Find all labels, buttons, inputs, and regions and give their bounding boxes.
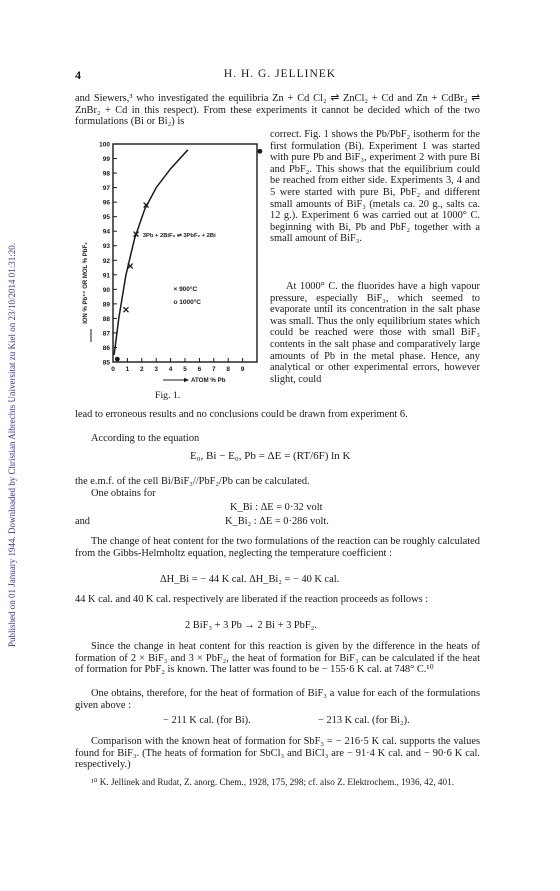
right-column-paragraph-1: correct. Fig. 1 shows the Pb/PbF₂ isotherm for the first formulation (Bi). Experiment 1 was started with pure Pb and BiF₃, experiment 2 with pure Bi and PbF₂. This shows that the equilibrium could be reached from either side. Experiments 3, 4 and 5 were started with pure Bi, PbF₂ and different small amounts of BiF₃ (metals ca. 20 g., salts ca. 12 g.). Experiment 6 was carried out at 1000° C. beginning with Bi, Pb and PbF₂ together with a small amount of BiF₃.: [270, 129, 480, 245]
x-tick-label: 8: [226, 366, 231, 373]
reaction-equation: 2 BiF₃ + 3 Pb → 2 Bi + 3 PbF₂.: [185, 620, 317, 631]
figure-1-chart: [75, 138, 267, 400]
y-tick-label: 97: [102, 185, 110, 193]
since-paragraph: Since the change in heat content for this reaction is given by the difference in the heats of formation of 2 × BiF₃ and 3 × PbF₂, the heat of formation for BiF₃ can be calculated if the heat of formation for PbF₂ is known. The latter was found to be − 155·6 K cal. at 748° C.¹⁰: [75, 641, 480, 676]
emf-text: the e.m.f. of the cell Bi/BiF₃//PbF₂/Pb can be calculated.: [75, 476, 310, 487]
isotherm-curve: [114, 150, 188, 355]
data-point-1000c: [115, 357, 120, 362]
delta-h-values: ΔH_Bi = − 44 K cal. ΔH_Bi₂ = − 40 K cal.: [160, 574, 340, 585]
comparison-paragraph: Comparison with the known heat of formation for SbF₃ = − 216·5 K cal. supports the values found for BiF₃. (The heats of formation for SbCl₃ and BiCl₃ are − 91·4 K cal. and − 90·6 K cal. respectively.): [75, 736, 480, 771]
legend-1000c: o 1000°C: [173, 298, 202, 306]
x-tick-label: 2: [139, 366, 144, 373]
k-bi-value: K_Bi : ΔE = 0·32 volt: [230, 502, 323, 513]
download-watermark: [0, 0, 24, 891]
obtains-text: One obtains for: [91, 488, 156, 499]
k-bi2-value: K_Bi₂ : ΔE = 0·286 volt.: [225, 516, 329, 527]
data-point-1000c: [257, 149, 262, 154]
plot-frame: [113, 144, 257, 362]
y-tick-label: 98: [102, 170, 110, 178]
footnote: ¹⁰ K. Jellinek and Rudat, Z. anorg. Chem., 1928, 175, 298; cf. also Z. Elektrochem., 1936, 42, 401.: [91, 777, 454, 787]
y-tick-label: 85: [102, 359, 110, 367]
running-head: H. H. G. JELLINEK: [223, 68, 337, 80]
heat-value-bi: − 211 K cal. (for Bi).: [163, 715, 251, 726]
eq1-text: E₀, Bi − E₀, Pb = ΔE = (RT/6F) ln K: [190, 450, 351, 462]
x-axis-label: ATOM % Pb: [191, 377, 226, 384]
x-tick-label: 7: [211, 366, 216, 373]
legend-900c: × 900°C: [173, 285, 198, 293]
plot-area: [82, 142, 262, 385]
x-tick-label: 3: [154, 366, 159, 373]
y-tick-label: 89: [102, 301, 110, 309]
intro-paragraph: and Siewers,³ who investigated the equilibria Zn + Cd Cl₂ ⇌ ZnCl₂ + Cd and Zn + CdBr₂ ⇌ ZnBr₂ + Cd in this respect). From these experiments it cannot be decided which of the two formulations (Bi or Bi₂) is: [75, 93, 480, 128]
according-text: According to the equation: [91, 433, 200, 444]
heat-paragraph: The change of heat content for the two formulations of the reaction can be roughly calculated from the Gibbs-Helmholtz equation, neglecting the temperature coefficient :: [75, 536, 480, 559]
data-point-900c: [123, 307, 128, 312]
y-tick-label: 94: [102, 228, 110, 236]
y-tick-label: 93: [102, 243, 110, 251]
watermark-text: Published on 01 January 1944. Downloaded by Christian Albrechts Universitat zu Kiel on 23/10/2014 01:31:20.: [7, 243, 17, 647]
y-tick-label: 90: [102, 286, 110, 294]
y-tick-label: 99: [102, 156, 110, 164]
x-tick-label: 5: [183, 366, 187, 373]
liberated-text: 44 K cal. and 40 K cal. respectively are liberated if the reaction proceeds as follows :: [75, 594, 429, 605]
x-tick-label: 6: [197, 366, 202, 373]
y-tick-label: 91: [102, 272, 110, 280]
x-axis-arrowhead: [184, 378, 189, 382]
therefore-paragraph: One obtains, therefore, for the heat of formation of BiF₃ a value for each of the formulations given above :: [75, 688, 480, 711]
y-tick-label: 86: [102, 344, 110, 352]
y-tick-label: 87: [102, 330, 110, 338]
y-tick-label: 95: [102, 214, 110, 222]
y-tick-label: 88: [102, 315, 110, 323]
y-tick-label: 100: [99, 141, 110, 149]
heat-value-bi2: − 213 K cal. (for Bi₂).: [318, 715, 410, 726]
y-tick-label: 96: [102, 199, 110, 207]
reaction-annotation: 3Pb + 2BiF₃ ⇌ 3PbF₂ + 2Bi: [142, 233, 216, 240]
right-column-paragraph-2: At 1000° C. the fluorides have a high vapour pressure, especially BiF₃, which seemed to evaporate until its concentration in the salt phase was small. Thus the only equilibrium states which could be reached were those with small BiF₃ contents in the salt phase and comparatively large amounts of Pb in the metal phase. Hence, any analytical or other experimental errors, however slight, could: [270, 281, 480, 385]
y-tick-label: 92: [102, 257, 110, 265]
page-header: [75, 68, 485, 82]
y-axis-label: ION % Pb⁺⁺ OR MOL % PbF₂: [83, 242, 89, 324]
page-number: 4: [75, 68, 81, 82]
x-tick-label: 4: [168, 366, 173, 373]
equation-1: [190, 450, 350, 462]
x-tick-label: 9: [240, 366, 245, 373]
conclusion-text: lead to erroneous results and no conclusions could be drawn from experiment 6.: [75, 409, 408, 420]
x-tick-label: 0: [111, 366, 115, 373]
figure-caption: Fig. 1.: [155, 390, 181, 401]
and-label: and: [75, 516, 91, 527]
x-tick-label: 1: [125, 366, 130, 373]
